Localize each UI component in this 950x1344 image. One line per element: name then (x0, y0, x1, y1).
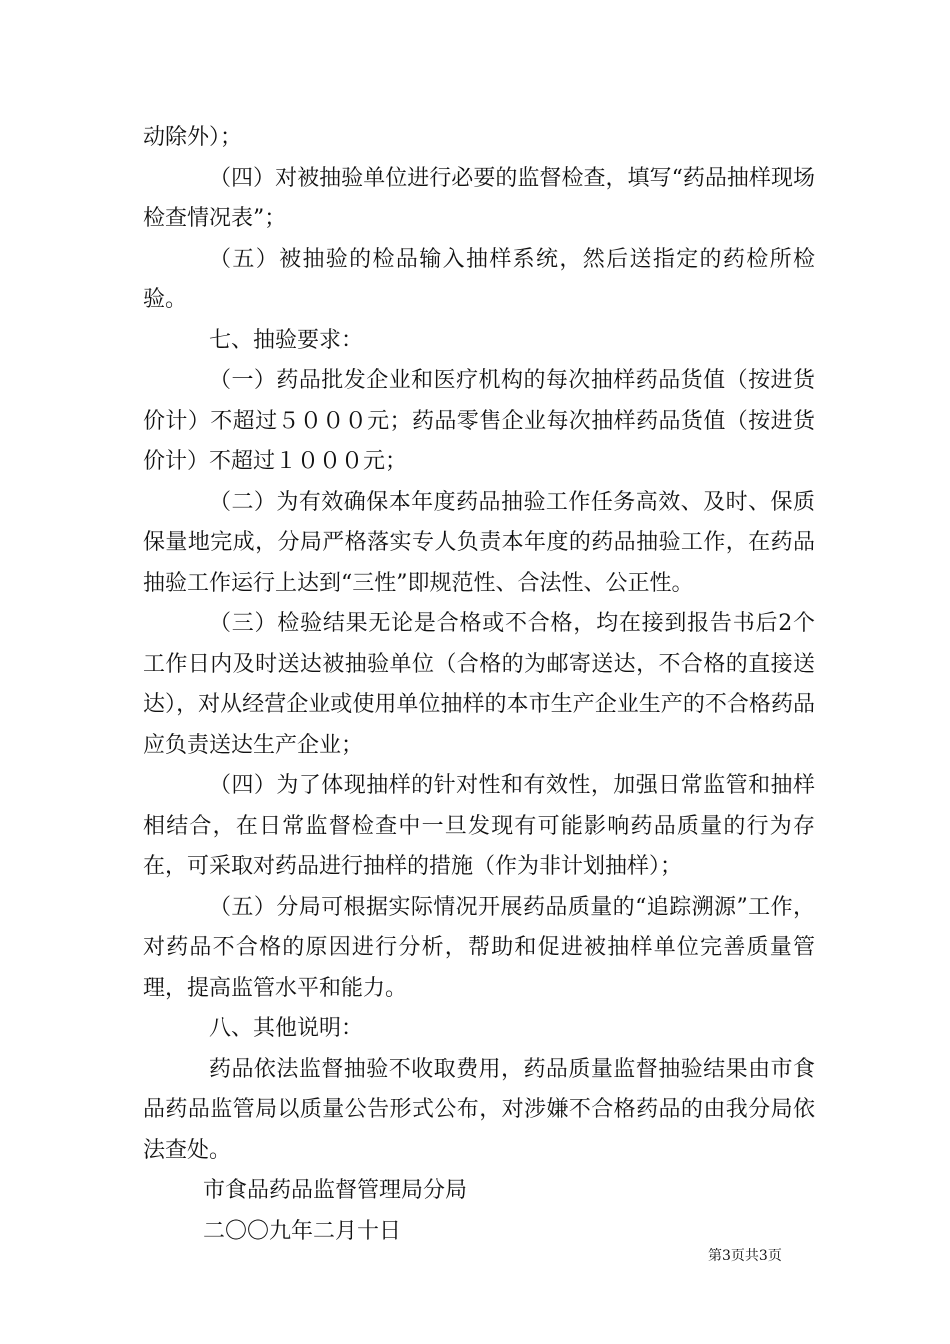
paragraph-requirement-4: （四）为了体现抽样的针对性和有效性，加强日常监管和抽样相结合，在日常监督检查中一旦发现有可能影响药品质量的行为存在，可采取对药品进行抽样的措施（作为非计划抽样）； (143, 773, 815, 879)
paragraph-continuation: 动除外）； (143, 125, 243, 150)
document-body (143, 118, 815, 1252)
paragraph-item-5-send-sample: （五）被抽验的检品输入抽样系统，然后送指定的药检所检验。 (143, 246, 815, 312)
signature-organization: 市食品药品监督管理局分局 (203, 1178, 468, 1203)
paragraph-other-notes: 药品依法监督抽验不收取费用，药品质量监督抽验结果由市食品药品监管局以质量公告形式公布，对涉嫌不合格药品的由我分局依法查处。 (143, 1056, 815, 1163)
section-heading-other: 八、其他说明： (209, 1016, 364, 1041)
signature-date: 二〇〇九年二月十日 (203, 1218, 402, 1244)
section-heading-requirements: 七、抽验要求： (209, 327, 364, 353)
paragraph-requirement-2: （二）为有效确保本年度药品抽验工作任务高效、及时、保质保量地完成，分局严格落实专人负责本年度的药品抽验工作，在药品抽验工作运行上达到“三性”即规范性、合法性、公正性。 (143, 489, 815, 596)
paragraph-requirement-3: （三）检验结果无论是合格或不合格，均在接到报告书后2个工作日内及时送达被抽验单位（合格的为邮寄送达，不合格的直接送达），对从经营企业或使用单位抽样的本市生产企业生产的不合格药品应负责送达生产企业； (143, 611, 815, 758)
paragraph-requirement-1: （一）药品批发企业和医疗机构的每次抽样药品货值（按进货价计）不超过５０００元；药品零售企业每次抽样药品货值（按进货价计）不超过１０００元； (143, 368, 815, 474)
paragraph-item-4-inspection: （四）对被抽验单位进行必要的监督检查，填写“药品抽样现场检查情况表”； (143, 165, 815, 231)
page-number-footer: 第3页共3页 (708, 1248, 782, 1264)
paragraph-requirement-5: （五）分局可根据实际情况开展药品质量的“追踪溯源”工作，对药品不合格的原因进行分析，帮助和促进被抽样单位完善质量管理，提高监管水平和能力。 (143, 894, 815, 1001)
